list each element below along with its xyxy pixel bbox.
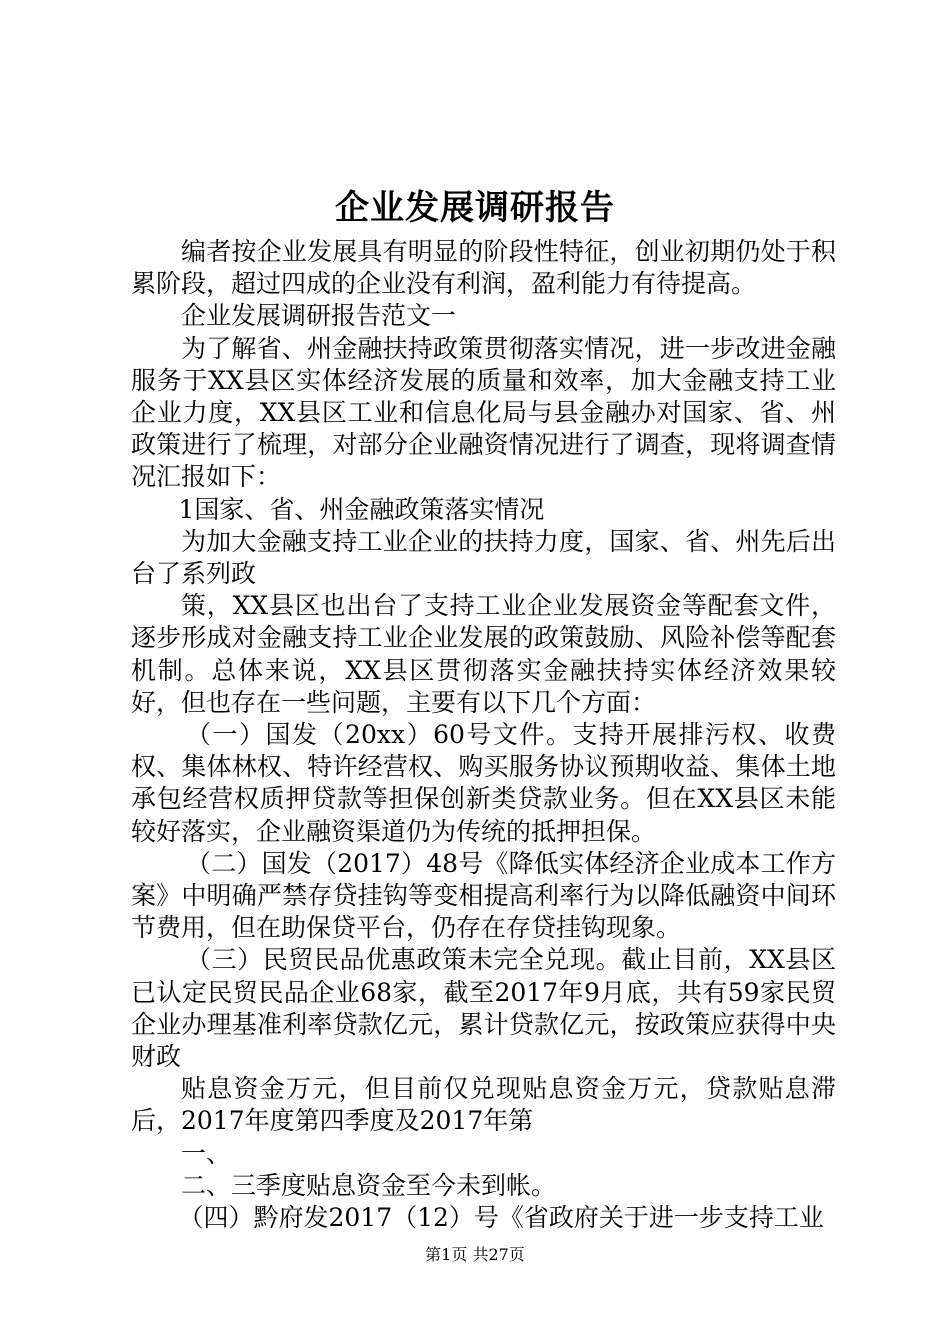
paragraph-fragment-one: 一、 <box>181 1138 232 1168</box>
page-number-footer: 第1页 共27页 <box>425 1245 525 1264</box>
paragraph-section-heading: 1国家、省、州金融政策落实情况 <box>178 494 545 524</box>
document-body <box>131 236 836 1234</box>
paragraph-item-three: （三）民贸民品优惠政策未完全兑现。截止目前，XX县区已认定民贸民品企业68家，截至2017年9月底，共有59家民贸企业办理基准利率贷款亿元，累计贷款亿元，按政策应获得中央财政 <box>131 945 836 1072</box>
paragraph-item-two: （二）国发（2017）48号《降低实体经济企业成本工作方案》中明确严禁存贷挂钩等变相提高利率行为以降低融资中间环节费用，但在助保贷平台，仍存在存贷挂钩现象。 <box>131 848 836 943</box>
paragraph-sample-heading: 企业发展调研报告范文一 <box>181 301 457 331</box>
document-title: 企业发展调研报告 <box>335 188 615 228</box>
paragraph-policy-continued: 策，XX县区也出台了支持工业企业发展资金等配套文件，逐步形成对金融支持工业企业发展的政策鼓励、风险补偿等配套机制。总体来说，XX县区贯彻落实金融扶持实体经济效果较好，但也存在一些问题，主要有以下几个方面： <box>131 591 836 717</box>
paragraph-editor-note: 编者按企业发展具有明显的阶段性特征，创业初期仍处于积累阶段，超过四成的企业没有利润，盈利能力有待提高。 <box>131 237 836 299</box>
paragraph-fragment-two: 二、三季度贴息资金至今未到帐。 <box>181 1170 557 1200</box>
paragraph-item-one: （一）国发（20xx）60号文件。支持开展排污权、收费权、集体林权、特许经营权、购买服务协议预期收益、集体土地承包经营权质押贷款等担保创新类贷款业务。但在XX县区未能较好落实，企业融资渠道仍为传统的抵押担保。 <box>131 720 836 846</box>
paragraph-subsidy: 贴息资金万元，但目前仅兑现贴息资金万元，贷款贴息滞后，2017年度第四季度及2017年第 <box>131 1074 836 1136</box>
paragraph-introduction: 为了解省、州金融扶持政策贯彻落实情况，进一步改进金融服务于XX县区实体经济发展的质量和效率，加大金融支持工业企业力度，XX县区工业和信息化局与县金融办对国家、省、州政策进行了梳理，对部分企业融资情况进行了调查，现将调查情况汇报如下： <box>131 333 836 492</box>
paragraph-policy-intro: 为加大金融支持工业企业的扶持力度，国家、省、州先后出台了系列政 <box>131 526 836 589</box>
paragraph-item-four: （四）黔府发2017（12）号《省政府关于进一步支持工业 <box>178 1203 824 1233</box>
